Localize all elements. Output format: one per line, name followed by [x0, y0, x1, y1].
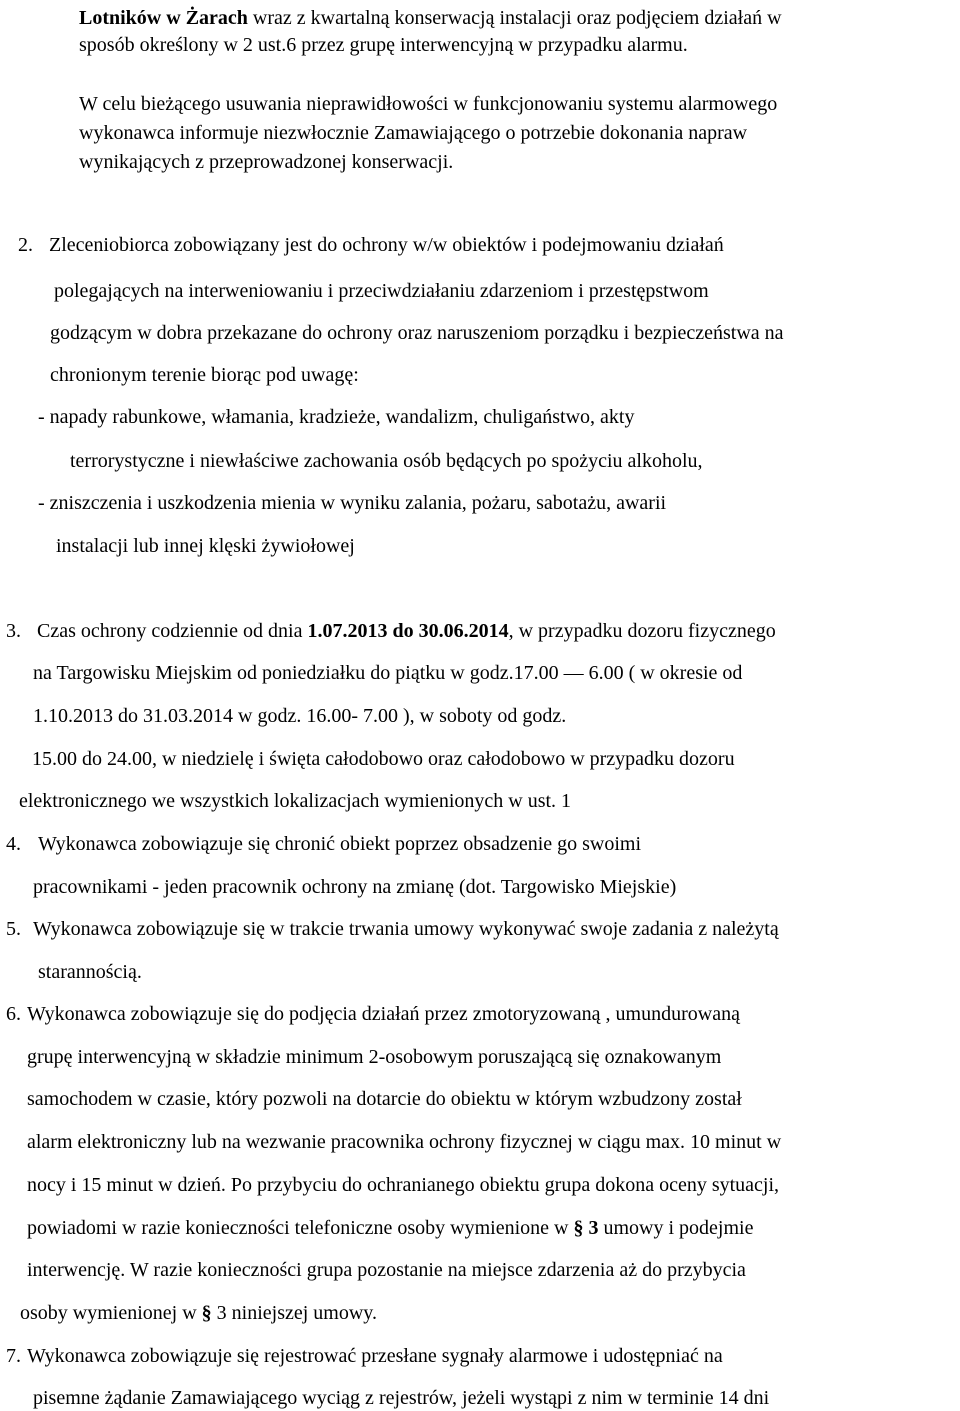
item-6-line-4: alarm elektroniczny lub na wezwanie pracownika ochrony fizycznej w ciągu max. 10 minut w — [27, 1131, 782, 1153]
item-7-line-2: pisemne żądanie Zamawiającego wyciąg z rejestrów, jeżeli wystąpi z nim w terminie 14 dni — [33, 1387, 770, 1409]
item-6-line-2: grupę interwencyjną w składzie minimum 2-osobowym poruszającą się oznakowanym — [27, 1046, 722, 1068]
item-6-line-1: Wykonawca zobowiązuje się do podjęcia działań przez zmotoryzowaną , umundurowaną — [27, 1003, 740, 1025]
item-6-line-8-a: osoby wymienionej w — [20, 1302, 202, 1324]
item-3-line-4: 15.00 do 24.00, w niedzielę i święta całodobowo oraz całodobowo w przypadku dozoru — [32, 748, 735, 770]
item-2-bullet-1-line-1: - napady rabunkowe, włamania, kradzieże, wandalizm, chuligaństwo, akty — [38, 406, 635, 428]
item-3-line-5: elektronicznego we wszystkich lokalizacjach wymienionych w ust. 1 — [19, 790, 572, 812]
item-5-line-2: starannością. — [38, 961, 142, 983]
item-6-line-8 — [20, 1301, 377, 1325]
item-6-line-6-a: powiadomi w razie konieczności telefoniczne osoby wymienione w — [27, 1217, 574, 1239]
section-ref-bold: § 3 — [573, 1217, 599, 1239]
item-4-line-2: pracownikami - jeden pracownik ochrony na zmianę (dot. Targowisko Miejskie) — [33, 876, 677, 898]
item-6-line-7: interwencję. W razie konieczności grupa pozostanie na miejsce zdarzenia aż do przybycia — [27, 1259, 746, 1281]
item-6-number: 6. — [6, 1003, 21, 1025]
item-2-line-4: chronionym terenie biorąc pod uwagę: — [50, 364, 359, 386]
item-2-number: 2. — [18, 234, 33, 256]
item-3-line-1-c: , w przypadku dozoru fizycznego — [508, 620, 776, 642]
item-3-line-1 — [37, 619, 776, 643]
item-6-line-3: samochodem w czasie, który pozwoli na dotarcie do obiektu w którym wzbudzony został — [27, 1088, 742, 1110]
intro-line-1 — [79, 6, 782, 30]
item-2-line-3: godzącym w dobra przekazane do ochrony oraz naruszeniom porządku i bezpieczeństwa na — [50, 322, 784, 344]
item-5-number: 5. — [6, 918, 21, 940]
item-3-number: 3. — [6, 620, 21, 642]
section-sign: § — [201, 1302, 212, 1324]
item-6-line-8-c: 3 niniejszej umowy. — [211, 1302, 377, 1324]
item-7-number: 7. — [6, 1345, 21, 1367]
item-2-bullet-2-line-1: - zniszczenia i uszkodzenia mienia w wyniku zalania, pożaru, sabotażu, awarii — [38, 492, 667, 514]
item-2-line-1: Zleceniobiorca zobowiązany jest do ochrony w/w obiektów i podejmowaniu działań — [49, 234, 724, 256]
item-2-line-2: polegających na interweniowaniu i przeciwdziałaniu zdarzeniom i przestępstwom — [54, 280, 709, 302]
item-2-bullet-2-line-2: instalacji lub innej klęski żywiołowej — [56, 535, 355, 557]
location-bold: Lotników w Żarach — [79, 7, 248, 29]
item-3-line-1-a: Czas ochrony codziennie od dnia — [37, 620, 308, 642]
intro-line-2: sposób określony w 2 ust.6 przez grupę interwencyjną w przypadku alarmu. — [79, 34, 688, 56]
item-3-line-2: na Targowisku Miejskim od poniedziałku do piątku w godz.17.00 — 6.00 ( w okresie od — [33, 662, 743, 684]
intro-p2-line-1: W celu bieżącego usuwania nieprawidłowości w funkcjonowaniu systemu alarmowego — [79, 93, 778, 115]
item-6-line-5: nocy i 15 minut w dzień. Po przybyciu do ochranianego obiektu grupa dokona oceny sytuacji, — [27, 1174, 780, 1196]
item-4-line-1: Wykonawca zobowiązuje się chronić obiekt poprzez obsadzenie go swoimi — [38, 833, 642, 855]
item-6-line-6 — [27, 1216, 753, 1240]
item-7-line-1: Wykonawca zobowiązuje się rejestrować przesłane sygnały alarmowe i udostępniać na — [27, 1345, 723, 1367]
item-6-line-6-c: umowy i podejmie — [598, 1217, 754, 1239]
item-4-number: 4. — [6, 833, 21, 855]
intro-p2-line-2: wykonawca informuje niezwłocznie Zamawiającego o potrzebie dokonania napraw — [79, 122, 748, 144]
intro-line-1-rest: wraz z kwartalną konserwacją instalacji oraz podjęciem działań w — [247, 7, 782, 29]
item-5-line-1: Wykonawca zobowiązuje się w trakcie trwania umowy wykonywać swoje zadania z należytą — [33, 918, 779, 940]
item-3-line-3: 1.10.2013 do 31.03.2014 w godz. 16.00- 7.00 ), w soboty od godz. — [33, 705, 567, 727]
item-2-bullet-1-line-2: terrorystyczne i niewłaściwe zachowania osób będących po spożyciu alkoholu, — [70, 450, 703, 472]
intro-p2-line-3: wynikających z przeprowadzonej konserwacji. — [79, 151, 454, 173]
contract-period-bold: 1.07.2013 do 30.06.2014 — [307, 620, 509, 642]
